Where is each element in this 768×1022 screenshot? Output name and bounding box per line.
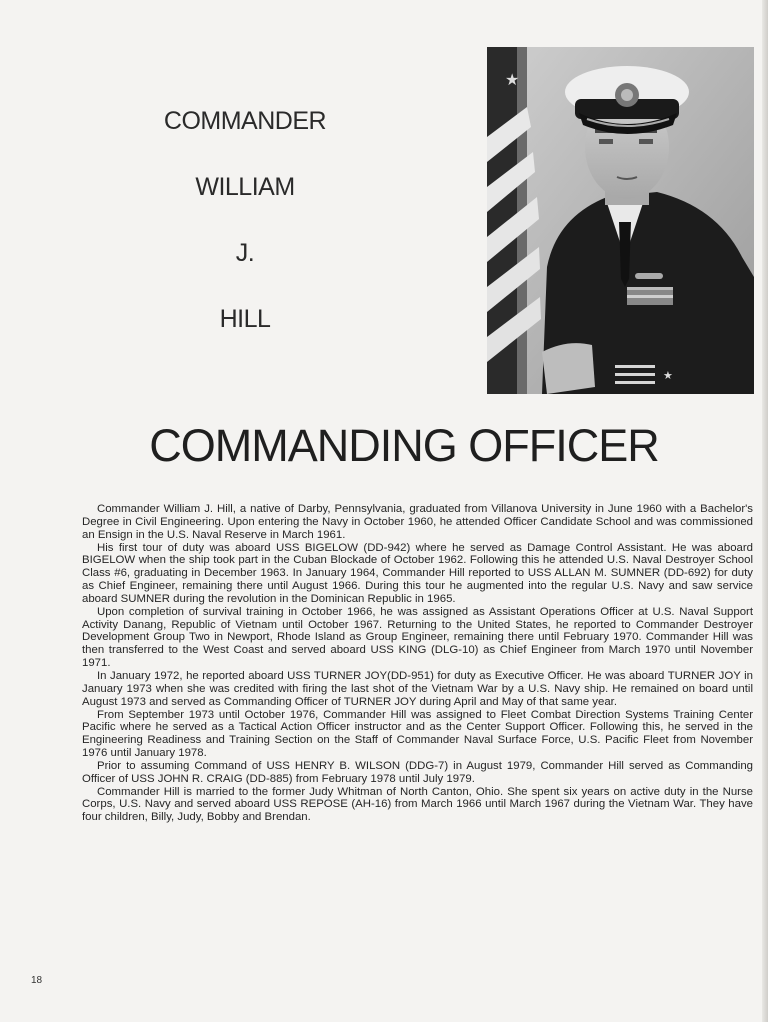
svg-text:★: ★ [505, 70, 520, 89]
bio-paragraph: Commander William J. Hill, a native of Darby, Pennsylvania, graduated from Villanova University in June 1960 with a Bachelor's Degree in Civil Engineering. Upon entering the Navy in October 1960, he attended Officer Candidate School and was commissioned an Ensign in the U.S. Naval Reserve in March 1961. [82, 503, 753, 541]
svg-text:★: ★ [663, 369, 673, 382]
name-last: HILL [219, 305, 271, 333]
officer-portrait-photo [487, 47, 754, 394]
name-initial: J. [235, 239, 255, 267]
bio-paragraph: From September 1973 until October 1976, Commander Hill was assigned to Fleet Combat Direction Systems Training Center Pacific where he served as a Tactical Action Officer instructor and as the Center Support Officer. Following this, he served in the Engineering Readiness and Training Section on the Staff of Commander Naval Surface Force, U.S. Pacific Fleet from November 1976 until January 1978. [82, 708, 753, 760]
page-title: COMMANDING OFFICER [149, 420, 659, 471]
name-rank: COMMANDER [163, 107, 327, 135]
page-number: 18 [31, 975, 43, 986]
bio-paragraph: Upon completion of survival training in October 1966, he was assigned as Assistant Operations Officer at U.S. Naval Support Activity Danang, Republic of Vietnam until October 1967. Returning to the United States, he reported to Commander Destroyer Development Group Two in Newport, Rhode Island as Group Engineer, remaining there until February 1970. Commander Hill was then transferred to the West Coast and served aboard USS KING (DLG-10) as Chief Engineer from March 1970 until November 1971. [82, 605, 753, 670]
name-first: WILLIAM [195, 173, 295, 201]
bio-paragraph: His first tour of duty was aboard USS BIGELOW (DD-942) where he served as Damage Control Assistant. He was aboard BIGELOW when the ship took part in the Cuban Blockade of October 1962. Following this he attended U.S. Naval Destroyer School Class #6, graduating in December 1963. In January 1964, Commander Hill reported to USS ALLAN M. SUMNER (DD-692) for duty as Chief Engineer, remaining there until August 1966. During this tour he augmented into the regular U.S. Navy and saw service aboard SUMNER during the revolution in the Dominican Republic in 1965. [82, 541, 753, 605]
biography-text [82, 503, 753, 824]
bio-paragraph: Prior to assuming Command of USS HENRY B. WILSON (DDG-7) in August 1979, Commander Hill served as Commanding Officer of USS JOHN R. CRAIG (DD-885) from February 1978 until July 1979. [82, 759, 753, 785]
officer-name [130, 88, 360, 352]
bio-paragraph: Commander Hill is married to the former Judy Whitman of North Canton, Ohio. She spent six years on active duty in the Nurse Corps, U.S. Navy and served aboard USS REPOSE (AH-16) from March 1966 until March 1967 during the Vietnam War. They have four children, Billy, Judy, Bobby and Brendan. [82, 785, 753, 824]
bio-paragraph: In January 1972, he reported aboard USS TURNER JOY(DD-951) for duty as Executive Officer. He was aboard TURNER JOY in January 1973 when she was credited with firing the last shot of the Vietnam War by a U.S. Navy ship. He remained on board until August 1973 and served as Commanding Officer of TURNER JOY during April and May of that same year. [82, 669, 753, 708]
page-edge [762, 0, 768, 1022]
